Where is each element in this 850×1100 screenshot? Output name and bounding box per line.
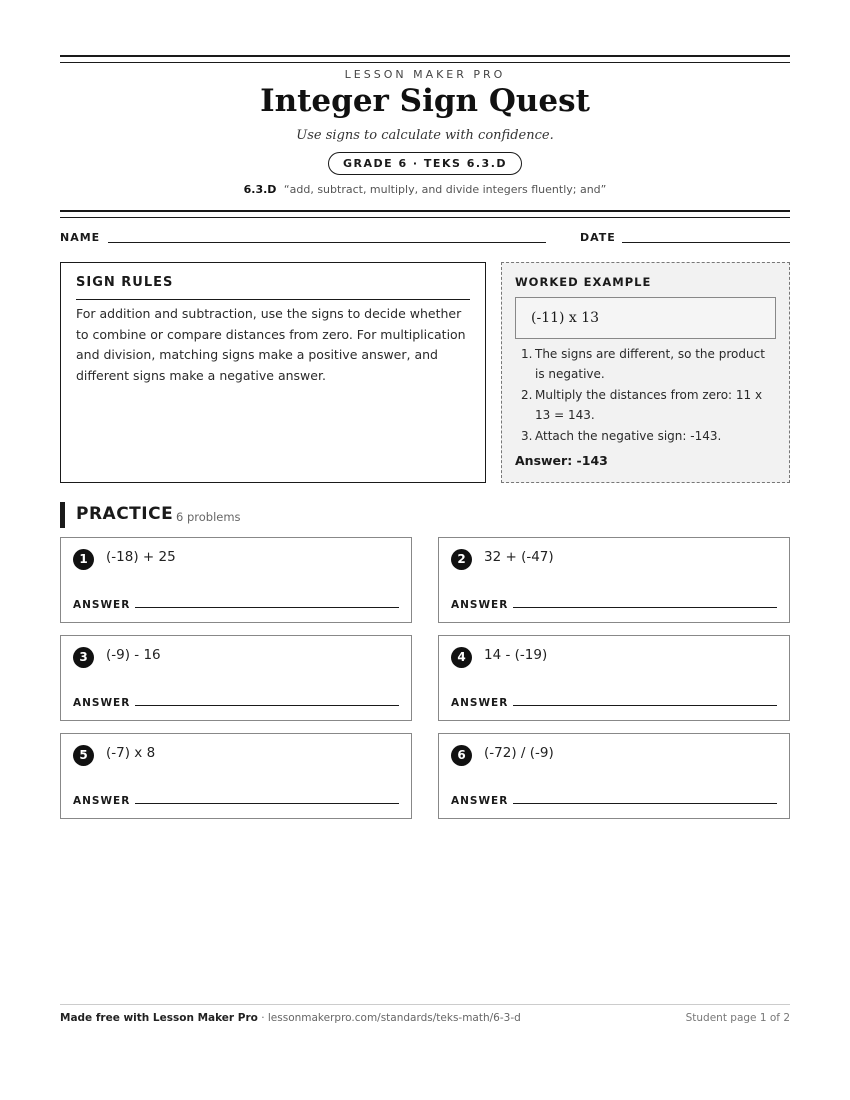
practice-heading: PRACTICE bbox=[76, 504, 174, 524]
answer-label: ANSWER bbox=[451, 795, 509, 807]
problem-number-badge: 2 bbox=[451, 549, 472, 570]
worksheet-subtitle: Use signs to calculate with confidence. bbox=[296, 128, 554, 143]
answer-field[interactable] bbox=[513, 803, 777, 804]
footer-made-with: Made free with Lesson Maker Pro bbox=[60, 1012, 258, 1024]
problem-text: (-72) / (-9) bbox=[484, 745, 554, 761]
standard-code: 6.3.D bbox=[243, 183, 277, 196]
example-answer: Answer: -143 bbox=[515, 453, 608, 468]
answer-field[interactable] bbox=[135, 705, 399, 706]
footer-url: · lessonmakerpro.com/standards/teks-math/6-3-d bbox=[257, 1012, 521, 1024]
date-field[interactable] bbox=[622, 242, 790, 243]
problem-card bbox=[60, 635, 412, 721]
worksheet-title: Integer Sign Quest bbox=[260, 83, 590, 119]
problem-card bbox=[60, 733, 412, 819]
middle-double-rule bbox=[60, 210, 790, 218]
example-step: 3. Attach the negative sign: -143. bbox=[521, 429, 722, 443]
footer-page-label: Student page 1 of 2 bbox=[685, 1012, 790, 1024]
brand-name: LESSON MAKER PRO bbox=[344, 68, 506, 81]
grade-pill-container bbox=[60, 152, 790, 175]
answer-label: ANSWER bbox=[73, 697, 131, 709]
problem-number-badge: 5 bbox=[73, 745, 94, 766]
top-double-rule bbox=[60, 55, 790, 63]
sign-rules-text: For addition and subtraction, use the signs to decide whether to combine or compare distances from zero. For multiplication and division, matching signs make a positive answer, and different signs make a negative answer. bbox=[76, 306, 466, 383]
example-step: 2. Multiply the distances from zero: 11 x 13 = 143. bbox=[521, 388, 763, 422]
problem-card bbox=[438, 635, 790, 721]
problem-text: (-18) + 25 bbox=[106, 549, 176, 565]
answer-label: ANSWER bbox=[73, 795, 131, 807]
problem-text: (-7) x 8 bbox=[106, 745, 156, 761]
footer-divider bbox=[60, 1004, 790, 1005]
grade-badge: GRADE 6 · TEKS 6.3.D bbox=[328, 152, 522, 175]
standard-line bbox=[60, 183, 790, 196]
worked-example-box bbox=[501, 262, 790, 483]
example-step: 1. The signs are different, so the product is negative. bbox=[521, 347, 765, 381]
answer-label: ANSWER bbox=[451, 599, 509, 611]
problem-number-badge: 4 bbox=[451, 647, 472, 668]
problem-number-badge: 6 bbox=[451, 745, 472, 766]
problem-card bbox=[438, 537, 790, 623]
standard-text: “add, subtract, multiply, and divide integers fluently; and” bbox=[283, 183, 607, 196]
sign-rules-box bbox=[60, 262, 486, 483]
answer-field[interactable] bbox=[135, 607, 399, 608]
practice-accent-bar bbox=[60, 502, 65, 528]
answer-field[interactable] bbox=[135, 803, 399, 804]
answer-label: ANSWER bbox=[451, 697, 509, 709]
problem-text: 14 - (-19) bbox=[484, 647, 548, 663]
answer-field[interactable] bbox=[513, 705, 777, 706]
problem-number-badge: 3 bbox=[73, 647, 94, 668]
name-label: NAME bbox=[60, 231, 101, 244]
problem-card bbox=[60, 537, 412, 623]
sign-rules-heading: SIGN RULES bbox=[76, 275, 174, 290]
footer-credit bbox=[60, 1012, 521, 1024]
problem-text: 32 + (-47) bbox=[484, 549, 554, 565]
example-expression: (-11) x 13 bbox=[515, 297, 776, 339]
name-field[interactable] bbox=[108, 242, 546, 243]
worksheet-page bbox=[60, 0, 790, 1100]
example-steps bbox=[515, 345, 777, 449]
problem-text: (-9) - 16 bbox=[106, 647, 161, 663]
answer-field[interactable] bbox=[513, 607, 777, 608]
sign-rules-divider bbox=[76, 299, 470, 300]
answer-label: ANSWER bbox=[73, 599, 131, 611]
problem-number-badge: 1 bbox=[73, 549, 94, 570]
problem-card bbox=[438, 733, 790, 819]
date-label: DATE bbox=[580, 231, 616, 244]
practice-count: 6 problems bbox=[176, 510, 241, 524]
worked-example-heading: WORKED EXAMPLE bbox=[515, 275, 652, 289]
